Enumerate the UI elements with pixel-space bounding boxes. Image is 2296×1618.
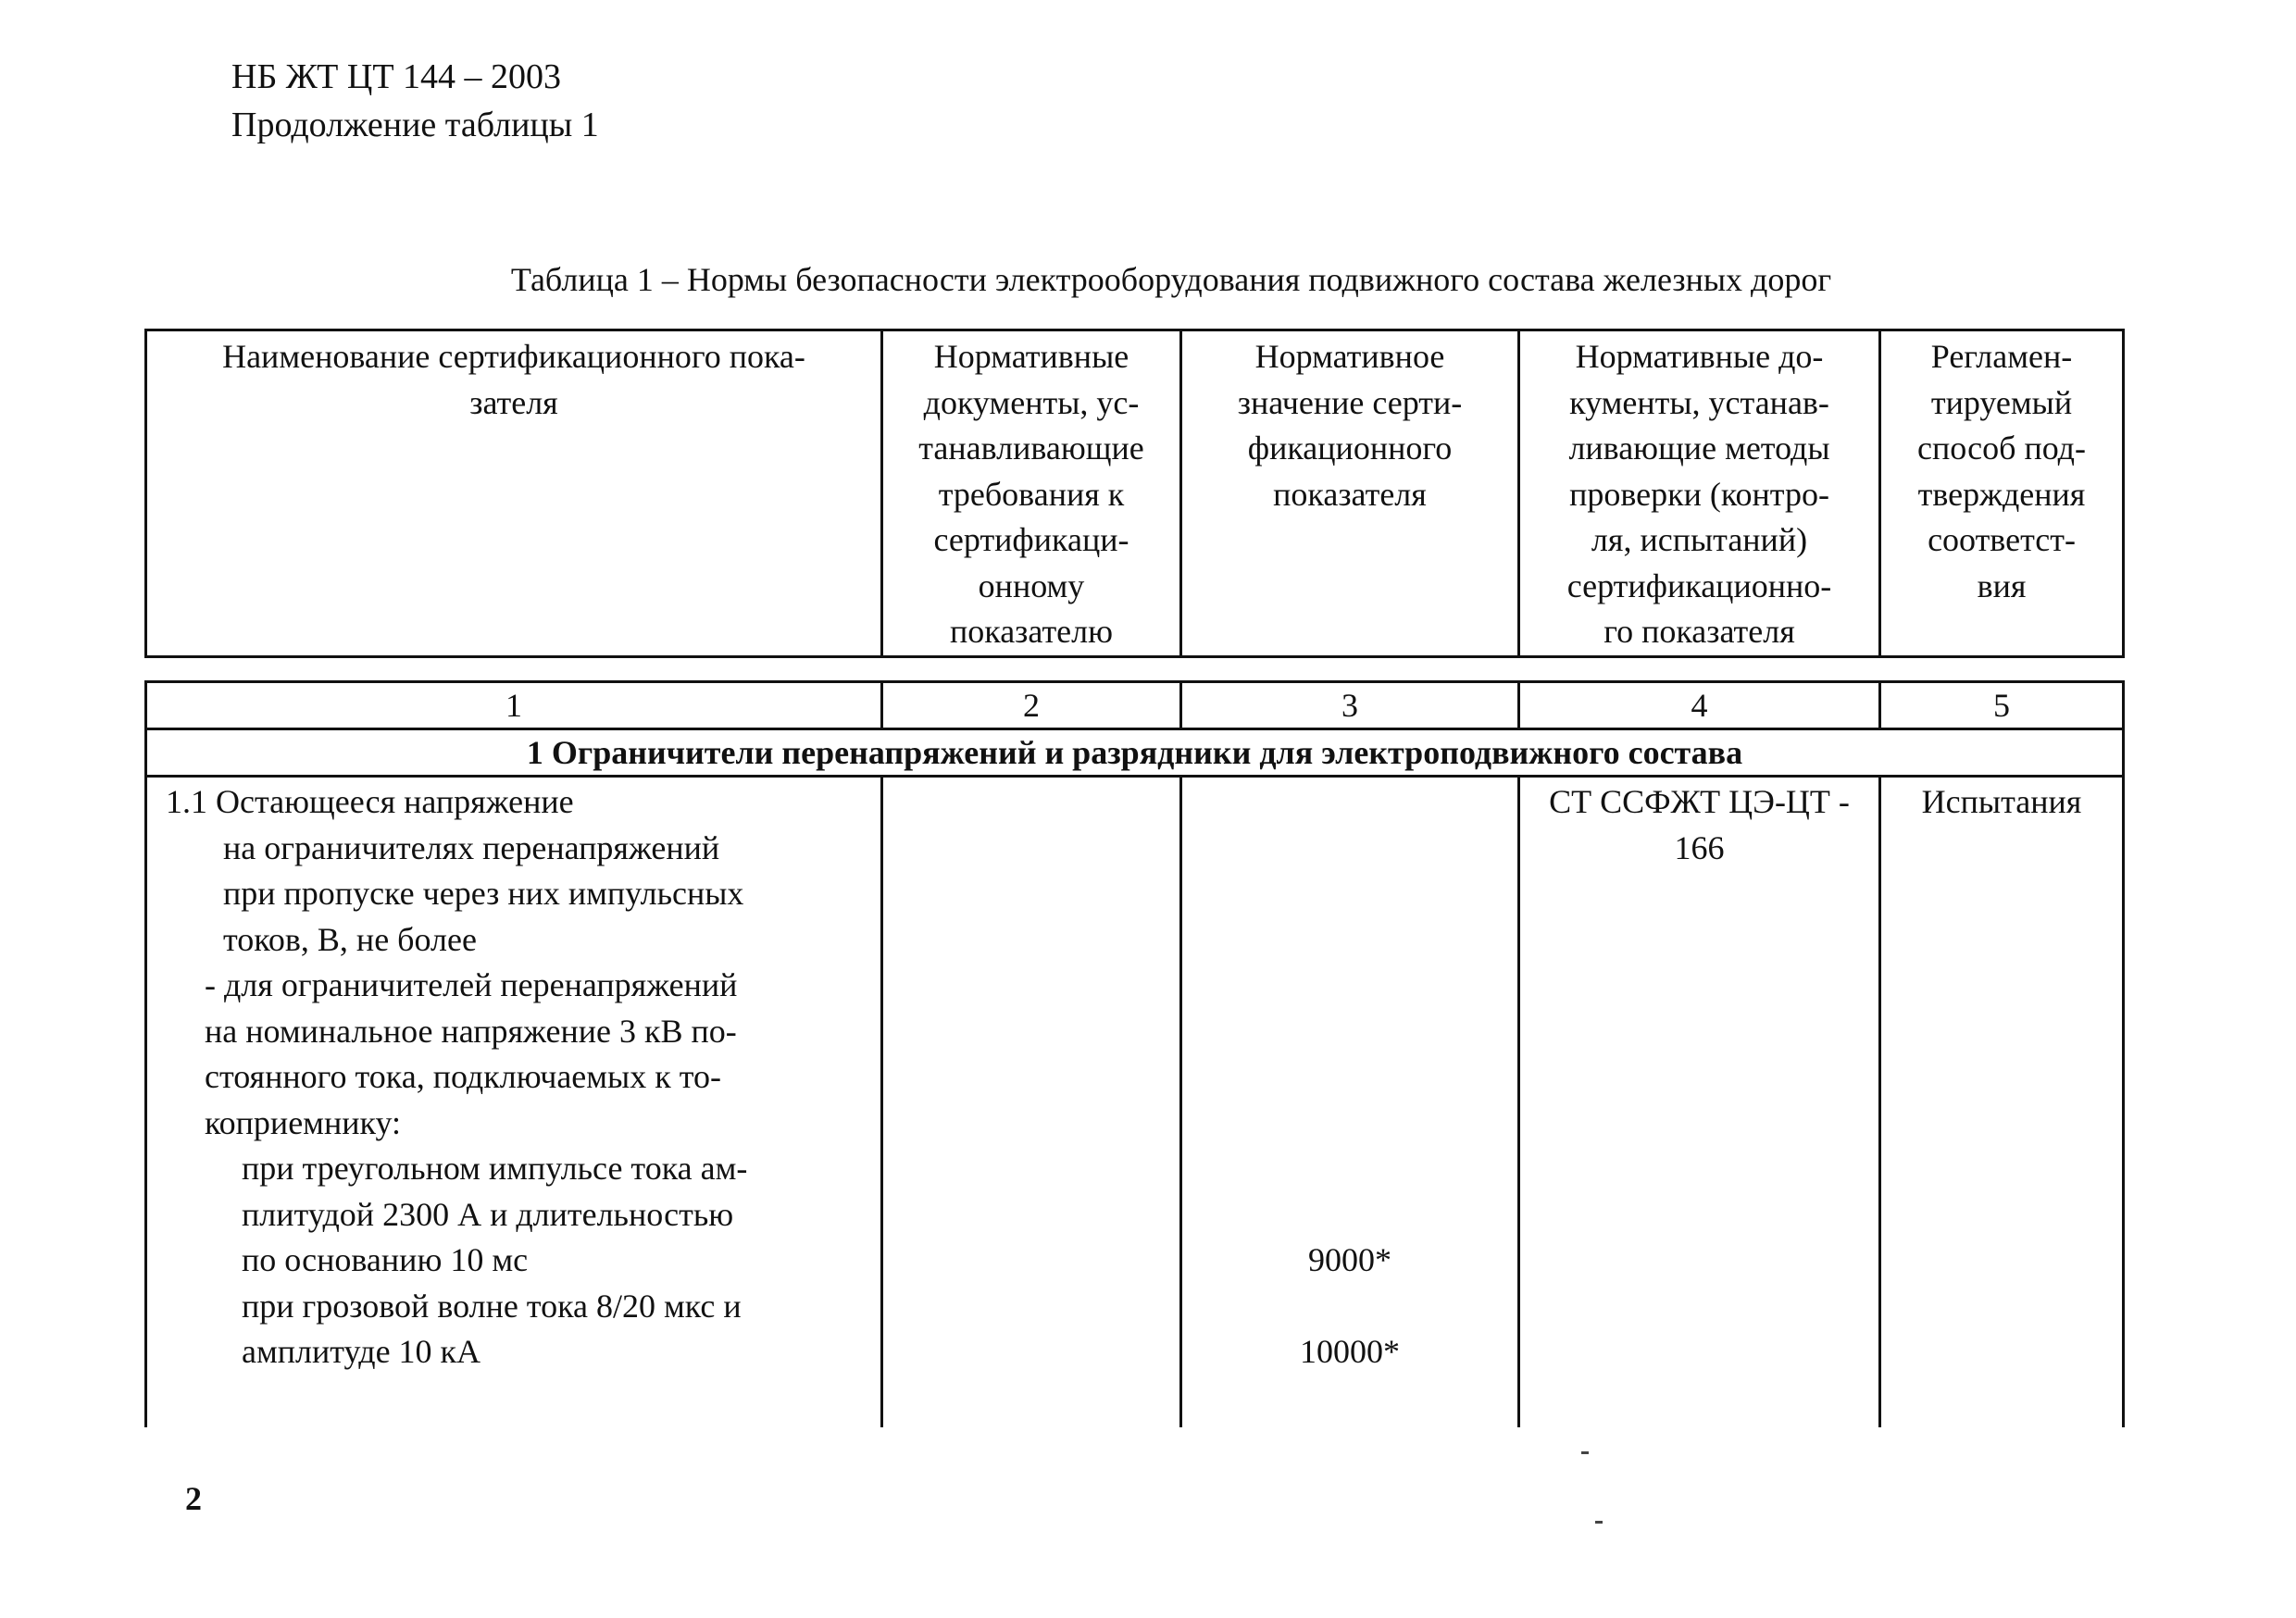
header-line: кументы, устанав- <box>1569 383 1829 421</box>
section-row <box>146 729 2124 777</box>
indicator-line: 1.1 Остающееся напряжение <box>166 783 574 820</box>
table-body <box>144 680 2125 1427</box>
header-line: Нормативные <box>933 338 1129 375</box>
header-line: тируемый <box>1930 383 2073 421</box>
column-number: 2 <box>882 682 1181 729</box>
indicator-line: при грозовой волне тока 8/20 мкс и <box>242 1287 742 1325</box>
norm-value-cell <box>1181 777 1519 1428</box>
header-line: способ под- <box>1917 429 2086 467</box>
indicator-line: при треугольном импульсе тока ам- <box>242 1150 748 1187</box>
header-line: проверки (контро- <box>1569 475 1829 513</box>
column-header-1 <box>146 330 882 657</box>
table-header <box>144 329 2125 658</box>
norm-value: 10000* <box>1300 1333 1400 1370</box>
section-title: 1 Ограничители перенапряжений и разрядники для электроподвижного состава <box>146 729 2124 777</box>
requirement-docs-cell <box>882 777 1181 1428</box>
column-number: 3 <box>1181 682 1519 729</box>
header-line: Нормативные до- <box>1575 338 1824 375</box>
indicator-line: плитудой 2300 А и длительностью <box>242 1195 734 1233</box>
header-line: зателя <box>469 383 558 421</box>
indicator-line: коприемнику: <box>205 1103 401 1141</box>
table-row <box>146 777 2124 1428</box>
indicator-line: стоянного тока, подключаемых к то- <box>205 1058 721 1095</box>
indicator-line: на номинальное напряжение 3 кВ по- <box>205 1012 737 1050</box>
column-numbers-row <box>146 682 2124 729</box>
header-line: Нормативное <box>1254 338 1445 375</box>
method-doc-line: 166 <box>1674 828 1725 866</box>
header-line: фикационного <box>1247 429 1453 467</box>
column-header-3 <box>1181 330 1519 657</box>
indicator-line: токов, В, не более <box>223 920 477 958</box>
header-line: вия <box>1977 566 2027 604</box>
header-line: соответст- <box>1928 521 2076 558</box>
indicator-line: - для ограничителей перенапряжений <box>205 966 738 1003</box>
indicator-name-cell <box>146 777 882 1428</box>
confirmation-method-cell: Испытания <box>1880 777 2124 1428</box>
header-line: сертификаци- <box>933 521 1129 558</box>
header-line: сертификационно- <box>1566 566 1832 604</box>
method-doc-line: СТ ССФЖТ ЦЭ-ЦТ - <box>1549 783 1850 820</box>
header-line: тверждения <box>1917 475 2086 513</box>
table-continuation-label: Продолжение таблицы 1 <box>231 106 599 144</box>
column-header-4 <box>1519 330 1880 657</box>
document-id: НБ ЖТ ЦТ 144 – 2003 <box>231 57 562 96</box>
column-header-2 <box>882 330 1181 657</box>
scan-speck <box>1595 1521 1603 1524</box>
indicator-line: по основанию 10 мс <box>242 1241 529 1278</box>
header-line: Наименование сертификационного пока- <box>222 338 805 375</box>
header-line: значение серти- <box>1237 383 1463 421</box>
header-line: Регламен- <box>1930 338 2073 375</box>
header-line: ля, испытаний) <box>1591 521 1808 558</box>
column-number: 4 <box>1519 682 1880 729</box>
header-line: го показателя <box>1603 613 1795 650</box>
method-docs-cell <box>1519 777 1880 1428</box>
indicator-line: амплитуде 10 кА <box>242 1333 481 1370</box>
header-line: онному <box>978 566 1085 604</box>
indicator-line: при пропуске через них импульсных <box>223 875 744 912</box>
header-line: показателю <box>949 613 1114 650</box>
header-line: показателя <box>1273 475 1427 513</box>
norm-value: 9000* <box>1308 1241 1391 1278</box>
column-number: 1 <box>146 682 882 729</box>
column-number: 5 <box>1880 682 2124 729</box>
indicator-line: на ограничителях перенапряжений <box>223 828 720 866</box>
header-line: ливающие методы <box>1568 429 1830 467</box>
header-line: танавливающие <box>918 429 1144 467</box>
column-header-5 <box>1880 330 2124 657</box>
header-line: требования к <box>938 475 1125 513</box>
scan-speck <box>1581 1451 1589 1454</box>
table-caption: Таблица 1 – Нормы безопасности электрооборудования подвижного состава железных дорог <box>510 261 1832 298</box>
page-number: 2 <box>185 1480 202 1517</box>
header-line: документы, ус- <box>923 383 1140 421</box>
